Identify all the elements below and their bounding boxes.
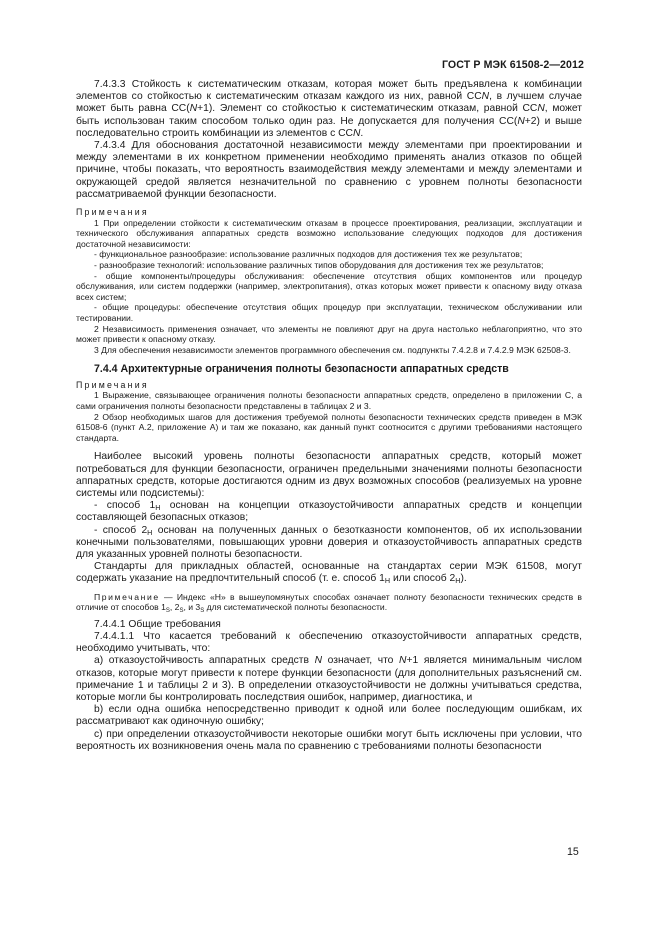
item-c: c) при определении отказоустойчивости некоторые ошибки могут быть исключены при условии, что вероятность их возникновения очень мала по сравнению с требованиями полноты безопасности xyxy=(76,728,582,752)
note-item: - функциональное разнообразие: использование различных подходов для достижения тех же результатов; xyxy=(94,249,523,260)
clause-7-4-4-1-1: 7.4.4.1.1 Что касается требований к обеспечению отказоустойчивости аппаратных средств, необходимо учитывать, что: xyxy=(76,630,582,655)
note-item: 2 Независимость применения означает, что элементы не повлияют друг на друга настолько неблагоприятно, что это может привести к опасному отказу. xyxy=(76,323,582,345)
notes-heading: Примечания xyxy=(76,379,149,390)
item-a: a) отказоустойчивость аппаратных средств N означает, что N+1 является минимальным числом отказов, которые могут привести к потере функции безопасности (для дополнительных разъяснений см. примечание 1 и таблицы 2 и 3). В определении отказоустойчивости не должны учитываться средства, которые могли бы контролировать последствия ошибок, например, диагностика, и xyxy=(76,655,583,703)
note-item: - общие компоненты/процедуры обслуживания: обеспечение отсутствия общих компонентов или процедур обслуживания, или систем поддержки (например, электропитания), отказ которых может привести к опасному виду отказа всех систем; xyxy=(76,270,582,302)
notes-heading: Примечания xyxy=(76,207,149,218)
note-item: 1 Выражение, связывающее ограничения полноты безопасности аппаратных средств, определено в приложении С, а сами ограничения полноты безопасности представлены в таблицах 2 и 3. xyxy=(76,390,582,411)
method-2h: - способ $2_H$ основан на полученных данных о безотказности компонентов, об их использовании конечными пользователями, повышающих уровни доверия и отказоустойчивость аппаратных средств для указанных уровней полноты безопасности. xyxy=(76,524,582,560)
note-item: 1 При определении стойкости к систематическим отказам в процессе проектирования, реализации, эксплуатации и технического обслуживания аппаратных средств возможно использование следующих подходов для достижения достаточной независимости: xyxy=(76,217,582,249)
page-content xyxy=(76,79,582,753)
paragraph-application-standards: Стандарты для прикладных областей, основанные на стандартах серии МЭК 61508, могут содержать указание на предпочтительный способ (т. е. способ $1_H$ или способ $2_H$). xyxy=(76,561,582,586)
note-index-h xyxy=(76,592,582,613)
clause-7-4-3-4: 7.4.3.4 Для обоснования достаточной независимости между элементами при проектировании и между элементами в их конкретном применении необходимо применять анализ отказов по общей причине, чтобы показать, что вероятность взаимодействия между элементами и между элементами и окружающей средой является незначительной по сравнению с уровнем полноты безопасности рассматриваемой функции безопасности. xyxy=(76,140,582,200)
item-b: b) если одна ошибка непосредственно приводит к одной или более последующим ошибкам, их рассматривают как одиночную ошибку; xyxy=(76,704,582,728)
paragraph-highest-level: Наиболее высокий уровень полноты безопасности аппаратных средств, который может потребоваться для функции безопасности, ограничен предельными значениями полноты безопасности аппаратных средств, которые достигаются одним из двух возможных способов (реализуемых на уровне системы или подсистемы): xyxy=(76,451,582,499)
clause-7-4-4-1: 7.4.4.1 Общие требования xyxy=(94,618,221,630)
notes-block-2 xyxy=(76,380,582,444)
note-text: — Индекс «Н» в вышеупомянутых способах означает полноту безопасности технических средств в отличие от способов $1_S$, $2_S$, и $3_S$ для систематической полноты безопасности. xyxy=(76,591,582,615)
page-number: 15 xyxy=(567,846,579,858)
page-header: ГОСТ Р МЭК 61508-2—2012 xyxy=(441,59,584,71)
clause-7-4-3-3: 7.4.3.3 Стойкость к систематическим отказам, которая может быть предъявлена к комбинации элементов со стойкостью к систематическим отказам каждого из них, равной ССN, в лучшем случае может быть равна СС(N+1). Элемент со стойкостью к систематическим отказам, равной ССN, может быть использован таким способом только один раз. Не допускается для получения СС(N+2) и выше последовательно строить комбинации из элементов с ССN. xyxy=(76,79,582,139)
note-item: - общие процедуры: обеспечение отсутствия общих процедур при эксплуатации, техническом обслуживании или тестировании. xyxy=(76,302,582,323)
notes-block-1 xyxy=(76,207,582,355)
method-1h: - способ $1_H$ основан на концепции отказоустойчивости аппаратных средств и концепции составляющей безопасных отказов; xyxy=(76,500,582,524)
note-item: 3 Для обеспечения независимости элементов программного обеспечения см. подпункты 7.4.2.8 и 7.4.2.9 МЭК 62508-3. xyxy=(94,344,571,355)
section-title-7-4-4: 7.4.4 Архитектурные ограничения полноты безопасности аппаратных средств xyxy=(94,363,509,376)
note-item: - разнообразие технологий: использование различных типов оборудования для достижения тех же результатов; xyxy=(94,260,544,270)
note-item: 2 Обзор необходимых шагов для достижения требуемой полноты безопасности технических средств приведен в МЭК 61508-6 (пункт А.2, приложение А) и там же показано, как данный пункт соотносится с другими требованиями настоящего стандарта. xyxy=(76,411,582,443)
note-label: Примечание xyxy=(94,591,160,602)
